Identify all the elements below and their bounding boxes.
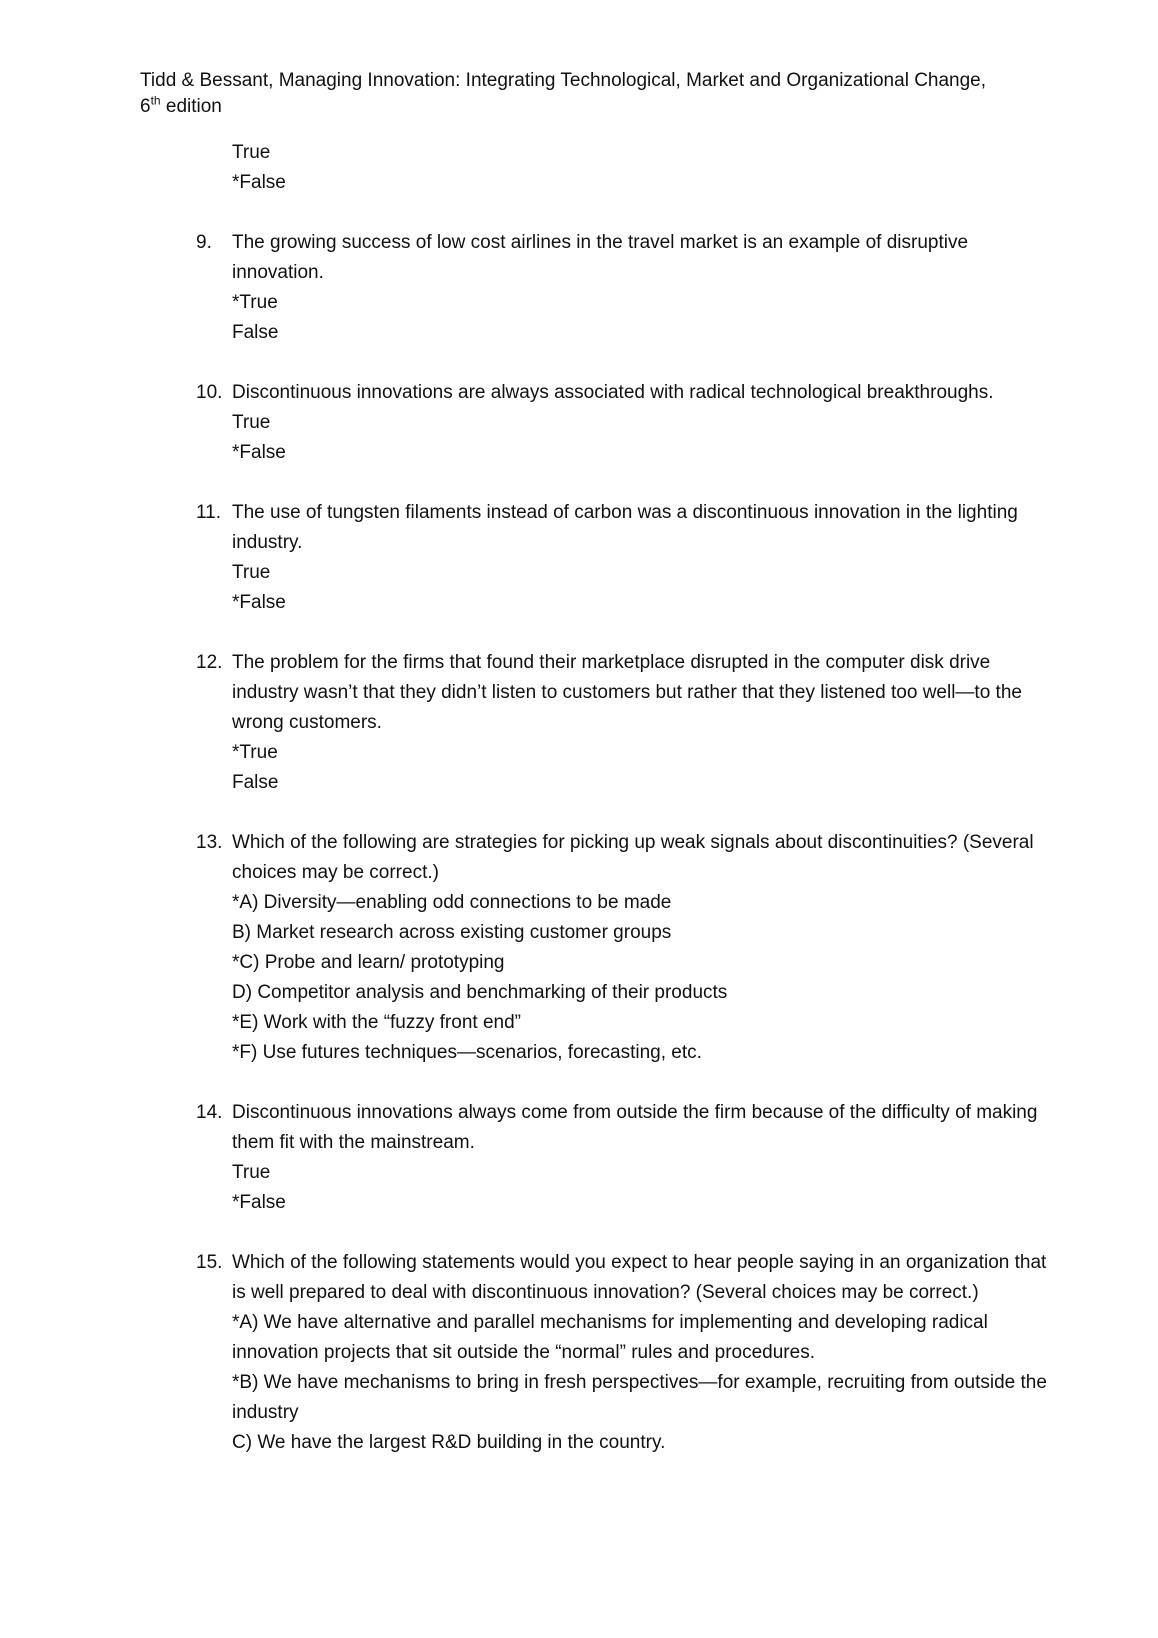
question-item [196, 498, 1056, 618]
question-number: 11. [196, 502, 222, 523]
question-item [196, 228, 1056, 348]
answer-option: *B) We have mechanisms to bring in fresh perspectives—for example, recruiting from outside the industry [232, 1372, 1047, 1423]
question-item [196, 1098, 1056, 1218]
answer-option: True [232, 562, 271, 583]
answer-option: *F) Use futures techniques—scenarios, forecasting, etc. [232, 1042, 702, 1063]
question-item [196, 1248, 1056, 1458]
question-text: The growing success of low cost airlines in the travel market is an example of disruptive innovation. [232, 232, 969, 283]
question-number: 13. [196, 832, 223, 853]
question-number: 14. [196, 1102, 223, 1123]
answer-option: True [232, 142, 271, 163]
answer-option: *C) Probe and learn/ prototyping [232, 952, 505, 973]
edition-suffix: th [150, 93, 161, 108]
answer-option: *E) Work with the “fuzzy front end” [232, 1012, 521, 1033]
answer-option: True [232, 1162, 271, 1183]
question-text: Which of the following statements would you expect to hear people saying in an organization that is well prepared to deal with discontinuous innovation? (Several choices may be correct.) [232, 1252, 1047, 1303]
answer-option: *True [232, 292, 278, 313]
question-number: 15. [196, 1252, 223, 1273]
answer-option: *A) Diversity—enabling odd connections to be made [232, 892, 672, 913]
continued-answers [196, 138, 1056, 198]
question-item [196, 648, 1056, 798]
answer-option: True [232, 412, 271, 433]
answer-option: D) Competitor analysis and benchmarking of their products [232, 982, 728, 1003]
answer-option: *False [232, 1192, 286, 1213]
header-edition [140, 94, 1040, 120]
question-text: The problem for the firms that found their marketplace disrupted in the computer disk drive industry wasn’t that they didn’t listen to customers but rather that they listened too well—to the wrong customers. [232, 652, 1022, 733]
question-list [196, 138, 1056, 1458]
answer-option: *False [232, 592, 286, 613]
answer-option: *False [232, 442, 286, 463]
question-number: 10. [196, 382, 223, 403]
question-text: The use of tungsten filaments instead of carbon was a discontinuous innovation in the lighting industry. [232, 502, 1018, 553]
header-title: Tidd & Bessant, Managing Innovation: Integrating Technological, Market and Organizational Change, [140, 70, 987, 91]
question-text: Which of the following are strategies for picking up weak signals about discontinuities? (Several choices may be correct.) [232, 832, 1034, 883]
answer-option: False [232, 772, 279, 793]
edition-number: 6 [140, 96, 151, 117]
answer-option: *False [232, 172, 286, 193]
question-item [196, 378, 1056, 468]
questions-container [196, 228, 1056, 1458]
question-text: Discontinuous innovations always come from outside the firm because of the difficulty of making them fit with the mainstream. [232, 1102, 1038, 1153]
question-number: 9. [196, 232, 212, 253]
question-text: Discontinuous innovations are always associated with radical technological breakthroughs. [232, 382, 994, 403]
page-header [140, 68, 1040, 120]
answer-option: *A) We have alternative and parallel mechanisms for implementing and developing radical innovation projects that sit outside the “normal” rules and procedures. [232, 1312, 988, 1363]
answer-option: C) We have the largest R&D building in the country. [232, 1432, 666, 1453]
answer-option: False [232, 322, 279, 343]
answer-option: *True [232, 742, 278, 763]
question-item [196, 828, 1056, 1068]
edition-word: edition [160, 96, 222, 117]
answer-option: B) Market research across existing customer groups [232, 922, 672, 943]
question-number: 12. [196, 652, 223, 673]
